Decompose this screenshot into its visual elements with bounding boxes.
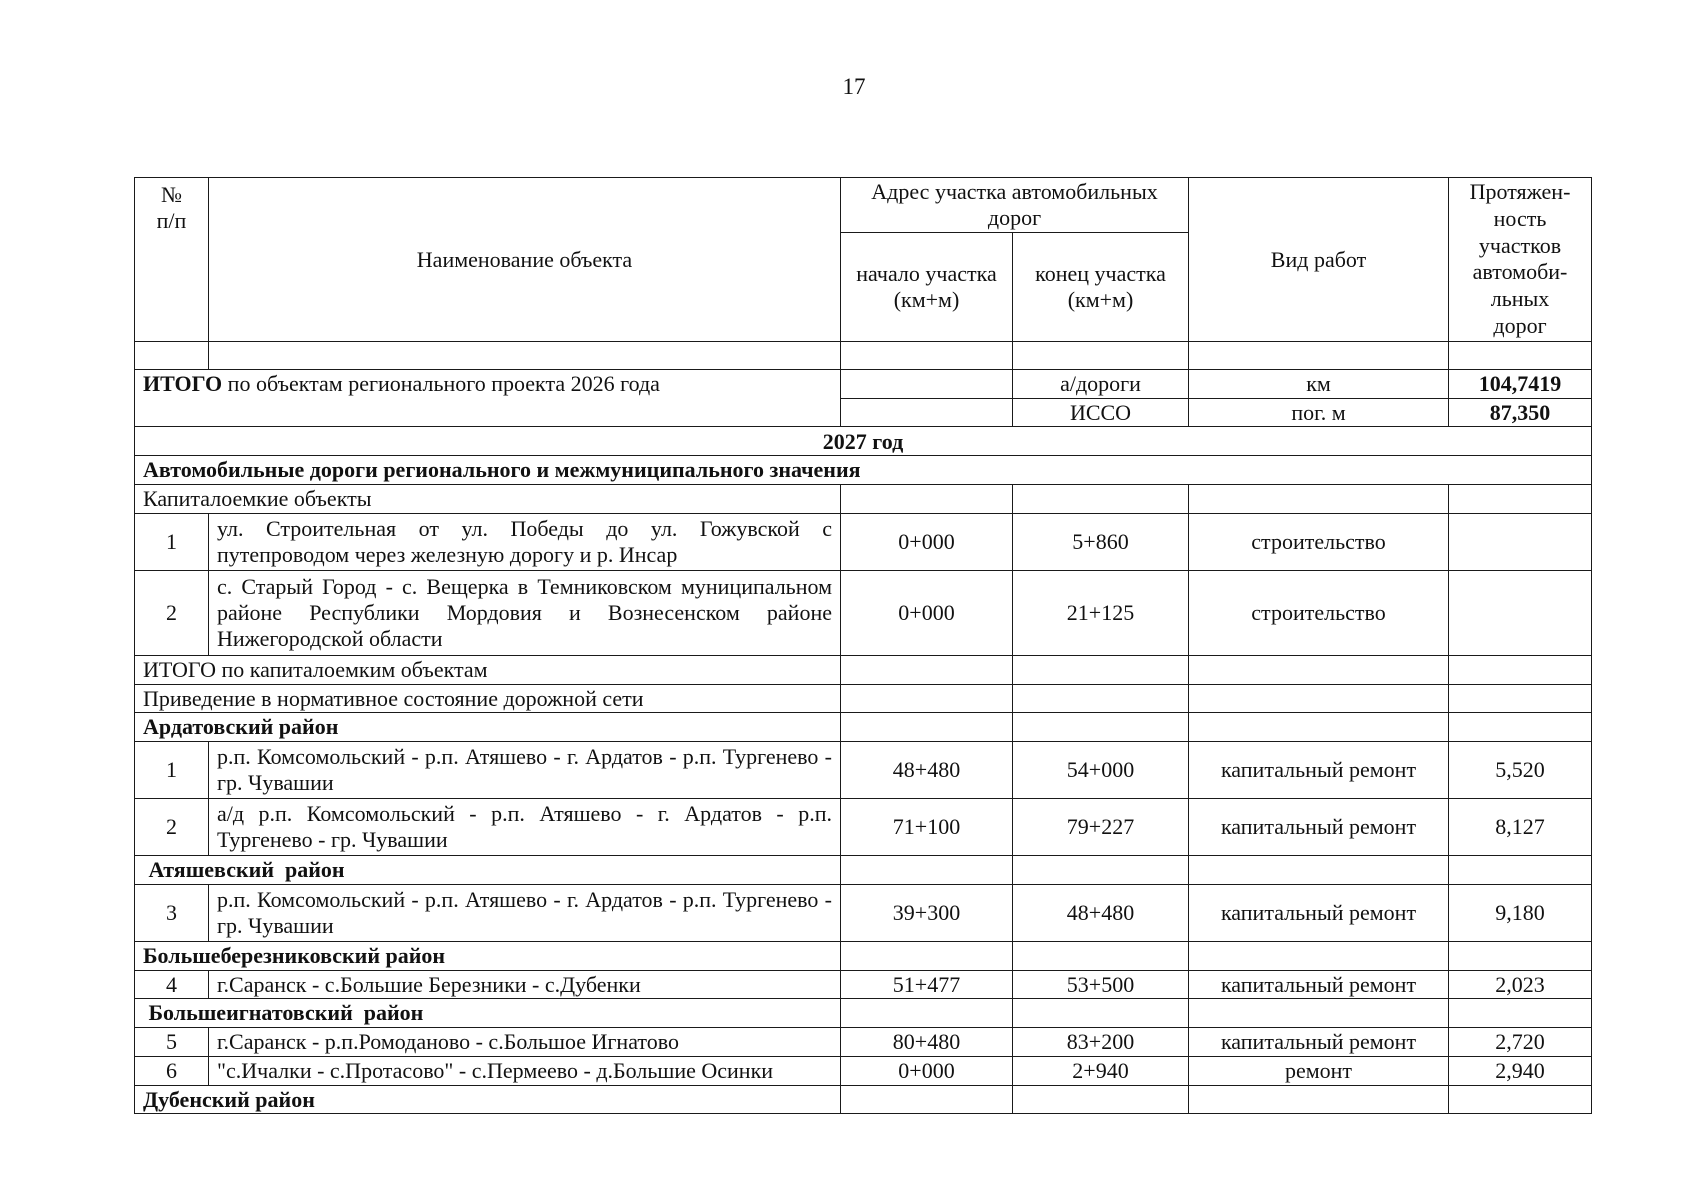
header-start: начало участка (км+м) [841, 232, 1013, 341]
page-number: 17 [842, 74, 866, 99]
total-roads-label: а/дороги [1013, 369, 1189, 398]
total-roads-value: 104,7419 [1449, 369, 1592, 398]
capital-total-row [135, 655, 1592, 684]
table-header-row [135, 178, 1592, 233]
district-ardatov-row [135, 713, 1592, 742]
year-heading: 2027 год [135, 427, 1592, 456]
district-bolsheignat: Большеигнатовский район [135, 999, 841, 1028]
total-2026-label: ИТОГО по объектам регионального проекта 2026 года [135, 369, 841, 426]
section-regional: Автомобильные дороги регионального и межмуниципального значения [135, 456, 1592, 485]
roads-table [134, 177, 1592, 1114]
total-roads-unit: км [1189, 369, 1449, 398]
table-row: 4 г.Саранск - с.Большие Березники - с.Дубенки 51+477 53+500 капитальный ремонт 2,023 [135, 970, 1592, 999]
table-row: 2 а/д р.п. Комсомольский - р.п. Атяшево - г. Ардатов - р.п. Тургенево - гр. Чувашии 71+100 79+227 капитальный ремонт 8,127 [135, 799, 1592, 856]
header-work: Вид работ [1189, 178, 1449, 342]
district-bolsheberez: Большеберезниковский район [135, 941, 841, 970]
table-row: 6 "с.Ичалки - с.Протасово" - с.Пермеево - д.Большие Осинки 0+000 2+940 ремонт 2,940 [135, 1056, 1592, 1085]
header-length: Протяжен- ность участков автомоби- льных дорог [1449, 178, 1592, 342]
section-normative-row [135, 684, 1592, 713]
header-name: Наименование объекта [209, 178, 841, 342]
district-ardatov: Ардатовский район [135, 713, 841, 742]
section-normative: Приведение в нормативное состояние дорожной сети [135, 684, 841, 713]
district-atyashevo: Атяшевский район [135, 856, 841, 885]
total-isso-unit: пог. м [1189, 398, 1449, 427]
empty-row [135, 341, 1592, 369]
header-address: Адрес участка автомобильных дорог [841, 178, 1189, 233]
district-dubenki-row [135, 1085, 1592, 1114]
section-regional-row [135, 456, 1592, 485]
table-row: 1 ул. Строительная от ул. Победы до ул. Гожувской с путепроводом через железную дорогу и р. Инсар 0+000 5+860 строительство [135, 513, 1592, 570]
total-isso-value: 87,350 [1449, 398, 1592, 427]
table-row: 3 р.п. Комсомольский - р.п. Атяшево - г. Ардатов - р.п. Тургенево - гр. Чувашии 39+300 48+480 капитальный ремонт 9,180 [135, 884, 1592, 941]
header-end: конец участка (км+м) [1013, 232, 1189, 341]
table-row: 5 г.Саранск - р.п.Ромоданово - с.Большое Игнатово 80+480 83+200 капитальный ремонт 2,720 [135, 1028, 1592, 1057]
table-row: 1 р.п. Комсомольский - р.п. Атяшево - г. Ардатов - р.п. Тургенево - гр. Чувашии 48+480 54+000 капитальный ремонт 5,520 [135, 742, 1592, 799]
section-capital: Капиталоемкие объекты [135, 485, 841, 514]
district-atyashevo-row [135, 856, 1592, 885]
year-row [135, 427, 1592, 456]
total-isso-label: ИССО [1013, 398, 1189, 427]
district-bolsheberez-row [135, 941, 1592, 970]
total-2026-row [135, 369, 1592, 398]
district-bolsheignat-row [135, 999, 1592, 1028]
district-dubenki: Дубенский район [135, 1085, 841, 1114]
header-num: № п/п [135, 178, 209, 342]
table-row: 2 с. Старый Город - с. Вещерка в Темниковском муниципальном районе Республики Мордовия и Вознесенском районе Нижегородской области 0+000 21+125 строительство [135, 570, 1592, 655]
section-capital-row [135, 485, 1592, 514]
capital-total-label: ИТОГО по капиталоемким объектам [135, 655, 841, 684]
